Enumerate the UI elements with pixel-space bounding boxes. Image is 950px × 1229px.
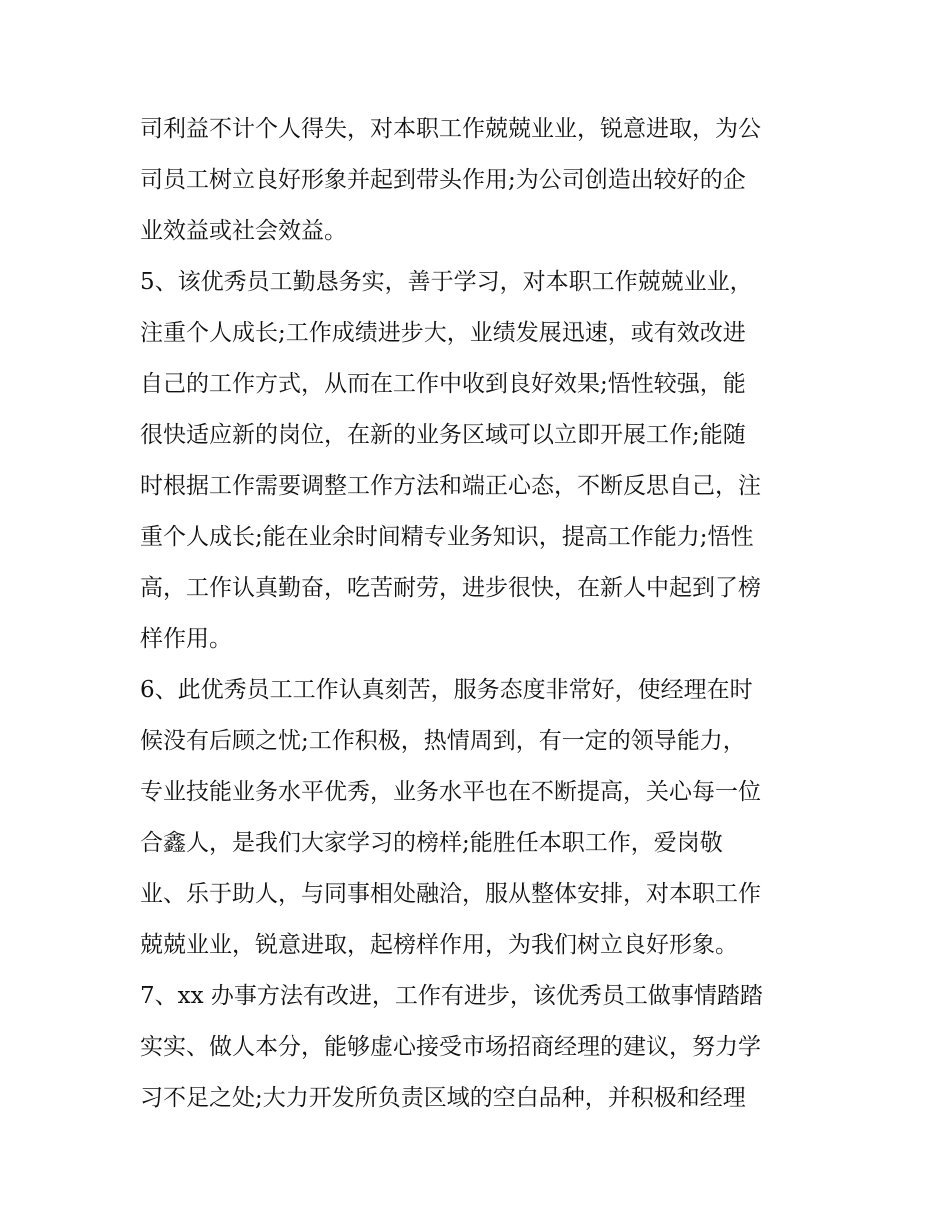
text-line: 合鑫人，是我们大家学习的榜样;能胜任本职工作，爱岗敬 bbox=[140, 830, 723, 856]
text-line: 习不足之处;大力开发所负责区域的空白品种，并积极和经理 bbox=[140, 1085, 746, 1111]
text-line: 6、此优秀员工工作认真刻苦，服务态度非常好，使经理在时 bbox=[140, 677, 753, 703]
text-line: 时根据工作需要调整工作方法和端正心态，不断反思自己，注 bbox=[140, 473, 761, 499]
text-line: 5、该优秀员工勤恳务实，善于学习，对本职工作兢兢业业， bbox=[140, 269, 753, 295]
text-line: 注重个人成长;工作成绩进步大，业绩发展迅速，或有效改进 bbox=[140, 320, 746, 346]
text-line: 业效益或社会效益。 bbox=[140, 218, 347, 244]
text-line: 专业技能业务水平优秀，业务水平也在不断提高，关心每一位 bbox=[140, 779, 761, 805]
text-line: 司利益不计个人得失，对本职工作兢兢业业，锐意进取，为公 bbox=[140, 116, 761, 142]
text-line: 兢兢业业，锐意进取，起榜样作用，为我们树立良好形象。 bbox=[140, 932, 738, 958]
text-line: 业、乐于助人，与同事相处融洽，服从整体安排，对本职工作 bbox=[140, 881, 761, 907]
text-line: 高，工作认真勤奋，吃苦耐劳，进步很快，在新人中起到了榜 bbox=[140, 575, 761, 601]
text-line: 样作用。 bbox=[140, 626, 232, 652]
text-line: 自己的工作方式，从而在工作中收到良好效果;悟性较强，能 bbox=[140, 371, 746, 397]
text-line: 7、xx 办事方法有改进，工作有进步，该优秀员工做事情踏踏 bbox=[140, 983, 763, 1009]
text-line: 司员工树立良好形象并起到带头作用;为公司创造出较好的企 bbox=[140, 167, 746, 193]
body-text bbox=[140, 104, 820, 1124]
text-line: 重个人成长;能在业余时间精专业务知识，提高工作能力;悟性 bbox=[140, 524, 754, 550]
text-line: 实实、做人本分，能够虚心接受市场招商经理的建议，努力学 bbox=[140, 1034, 761, 1060]
text-line: 候没有后顾之忧;工作积极，热情周到，有一定的领导能力， bbox=[140, 728, 746, 754]
text-line: 很快适应新的岗位，在新的业务区域可以立即开展工作;能随 bbox=[140, 422, 746, 448]
